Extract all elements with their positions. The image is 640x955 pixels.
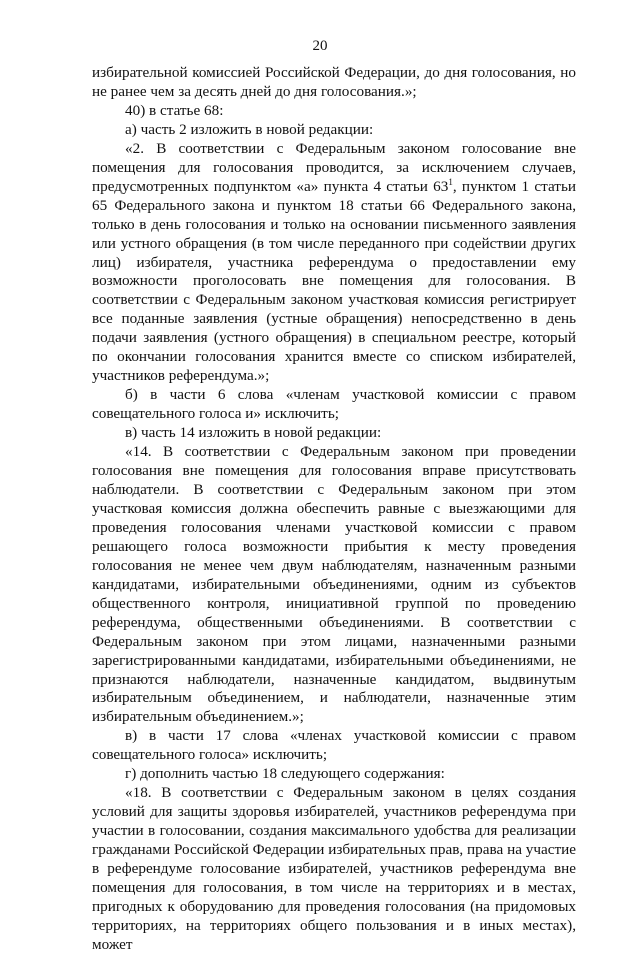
paragraph-part-2-text bbox=[92, 140, 576, 386]
paragraph-continuation: избирательной комиссией Российской Федерации, до дня голосования, но не ранее чем за десять дней до дня голосования.»; bbox=[92, 64, 576, 100]
paragraph-subitem-g: г) дополнить частью 18 следующего содержания: bbox=[125, 765, 445, 783]
superscript-footnote: 1 bbox=[448, 176, 453, 187]
paragraph-part-14-text: «14. В соответствии с Федеральным законом при проведении голосования вне помещения для голосования вправе присутствовать наблюдатели. В соответствии с Федеральным законом при этом участковая комиссия должна обеспечить равные с выезжающими для проведения голосования членами участковой комиссии с правом решающего голоса возможности прибытия к месту проведения голосования не менее чем двум наблюдателям, назначенным разными кандидатами, избирательными объединениями, одним из субъектов общественного контроля, инициативной группой по проведению референдума, общественными объединениями. В соответствии с Федеральным законом при этом лицами, назначенными разными зарегистрированными кандидатами, избирательными объединениями, не признаются наблюдатели, назначенные кандидатом, выдвинутым избирательным объединением, и наблюдатели, назначенные этим избирательным объединением.»; bbox=[92, 443, 576, 726]
paragraph-subitem-v-17: в) в части 17 слова «членах участковой комиссии с правом совещательного голоса» исключить; bbox=[92, 727, 576, 764]
paragraph-subitem-a: а) часть 2 изложить в новой редакции: bbox=[125, 120, 374, 138]
paragraph-subitem-b: б) в части 6 слова «членам участковой комиссии с правом совещательного голоса и» исключить; bbox=[92, 386, 576, 423]
paragraph-part-2-after: , пунктом 1 статьи 65 Федерального закона и пунктом 18 статьи 66 Федерального закона, только в день голосования и только на основании письменного заявления или устного обращения (в том числе переданного при содействии других лиц) избирателя, участника референдума о предоставлении ему возможности проголосовать вне помещения для голосования. В соответствии с Федеральным законом участковая комиссия регистрирует все поданные заявления (устные обращения) непосредственно в день подачи заявления (устного обращения) в специальном реестре, который по окончании голосования хранится вместе со списком избирателей, участников референдума.»; bbox=[92, 177, 576, 385]
document-body bbox=[92, 64, 576, 955]
paragraph-part-2-before: «2. В соответствии с Федеральным законом голосование вне помещения для голосования проводится, за исключением случаев, предусмотренных подпунктом «а» пункта 4 статьи 63 bbox=[92, 139, 576, 195]
paragraph-part-18-text: «18. В соответствии с Федеральным законом в целях создания условий для защиты здоровья избирателей, участников референдума при участии в голосовании, создания максимального удобства для реализации гражданами Российской Федерации избирательных прав, права на участие в референдуме голосование избирателей, участников референдума вне помещения для голосования, в том числе на территориях и в местах, пригодных к оборудованию для проведения голосования (на придомовых территориях, на территориях общего пользования и в иных местах), может bbox=[92, 784, 576, 953]
paragraph-subitem-v-14: в) часть 14 изложить в новой редакции: bbox=[125, 424, 382, 442]
paragraph-item-40: 40) в статье 68: bbox=[125, 101, 224, 119]
page-number: 20 bbox=[312, 38, 328, 54]
